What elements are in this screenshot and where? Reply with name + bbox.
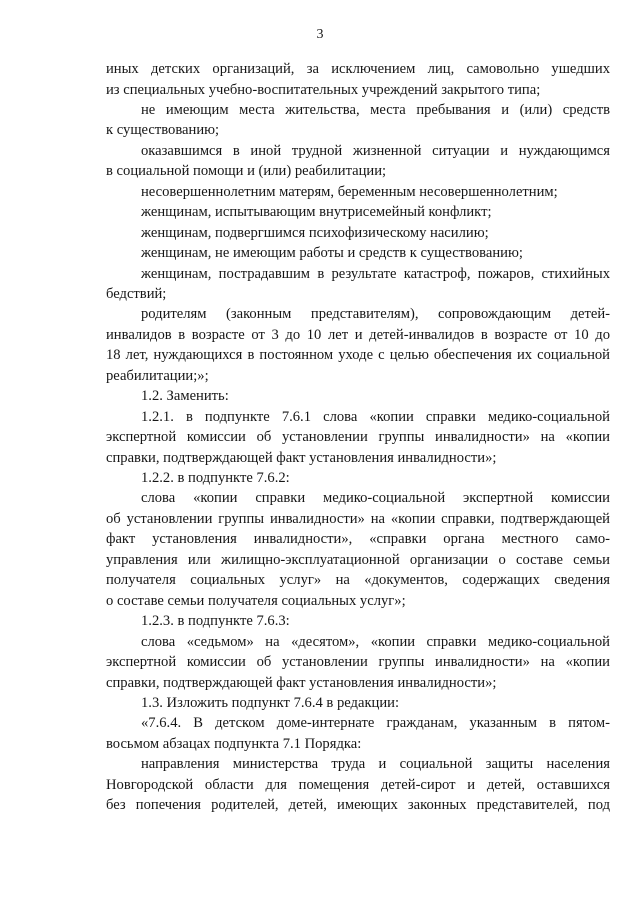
text-line: 1.3. Изложить подпункт 7.6.4 в редакции: — [141, 694, 400, 711]
text-line: в социальной помощи и (или) реабилитации; — [106, 163, 387, 180]
text-line: 1.2.1. в подпункте 7.6.1 слова «копии справки медико-социальной — [141, 408, 610, 425]
text-line: экспертной комиссии об установлении группы инвалидности» на «копии — [106, 654, 610, 670]
text-line: без попечения родителей, детей, имеющих законных представителей, под — [106, 797, 610, 814]
text-line: к существованию; — [106, 122, 220, 139]
text-line: 18 лет, нуждающихся в постоянном уходе с целью обеспечения их социальной — [106, 347, 610, 364]
text-line: «7.6.4. В детском доме-интернате гражданам, указанным в пятом- — [141, 715, 610, 732]
text-line: иных детских организаций, за исключением лиц, самовольно ушедших — [106, 61, 610, 77]
text-line: реабилитации;»; — [106, 367, 209, 384]
text-line: экспертной комиссии об установлении группы инвалидности» на «копии — [106, 429, 610, 446]
text-line: 1.2.2. в подпункте 7.6.2: — [141, 470, 290, 486]
text-line: не имеющим места жительства, места пребывания и (или) средств — [141, 101, 610, 118]
text-line: о составе семьи получателя социальных услуг»; — [106, 592, 406, 609]
page-number: 3 — [316, 27, 324, 42]
text-line: 1.2. Заменить: — [141, 388, 229, 405]
text-line: из специальных учебно-воспитательных учреждений закрытого типа; — [106, 81, 541, 98]
text-line: инвалидов в возрасте от 3 до 10 лет и детей-инвалидов в возрасте от 10 до — [106, 326, 610, 343]
text-line: справки, подтверждающей факт установления инвалидности»; — [106, 674, 497, 691]
text-line: восьмом абзацах подпункта 7.1 Порядка: — [106, 735, 362, 752]
text-line: получателя социальных услуг» на «документов, содержащих сведения — [106, 572, 610, 589]
text-line: женщинам, пострадавшим в результате катастроф, пожаров, стихийных — [141, 265, 610, 282]
text-line: женщинам, подвергшимся психофизическому насилию; — [141, 224, 489, 241]
text-line: 1.2.3. в подпункте 7.6.3: — [141, 613, 290, 630]
text-line: женщинам, испытывающим внутрисемейный конфликт; — [141, 204, 492, 221]
text-line: справки, подтверждающей факт установления инвалидности»; — [106, 449, 497, 466]
text-line: об установлении группы инвалидности» на «копии справки, подтверждающей — [106, 510, 610, 527]
text-line: направления министерства труда и социальной защиты населения — [141, 756, 610, 773]
text-line: женщинам, не имеющим работы и средств к существованию; — [141, 245, 523, 261]
text-line: бедствий; — [106, 285, 167, 302]
text-line: управления или жилищно-эксплуатационной организации о составе семьи — [106, 551, 610, 568]
text-line: несовершеннолетним матерям, беременным несовершеннолетним; — [141, 183, 558, 200]
text-line: оказавшимся в иной трудной жизненной ситуации и нуждающимся — [141, 142, 610, 159]
text-line: слова «седьмом» на «десятом», «копии справки медико-социальной — [141, 633, 610, 650]
text-line: слова «копии справки медико-социальной экспертной комиссии — [141, 490, 610, 507]
text-line: Новгородской области для помещения детей-сирот и детей, оставшихся — [106, 776, 610, 793]
text-line: факт установления инвалидности», «справки органа местного само- — [106, 531, 610, 548]
text-line: родителям (законным представителям), сопровождающим детей- — [141, 306, 610, 323]
